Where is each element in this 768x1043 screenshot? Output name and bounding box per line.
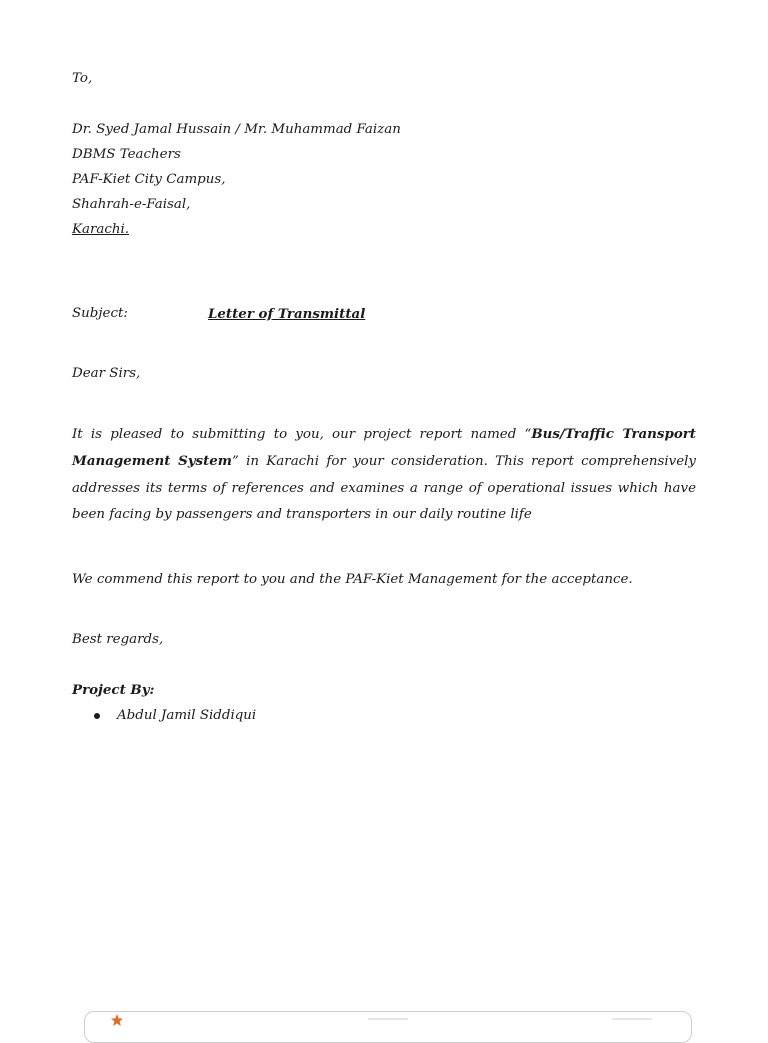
subject-label: Subject: (72, 306, 128, 321)
recipient-street: Shahrah-e-Faisal, (72, 197, 191, 212)
body-paragraph (72, 421, 696, 529)
project-name: Bus/Traffic Transport Management System (72, 426, 696, 470)
list-item (72, 707, 256, 725)
body-rest: ” in Karachi for your consideration. This report comprehensively addresses its terms of references and examines a range of operational issues which have been facing by passengers and transporters in our daily routine life (72, 454, 696, 523)
closing: Best regards, (72, 632, 164, 647)
logo-star-icon (110, 1013, 124, 1027)
bullet-icon (94, 713, 100, 719)
recipient-city: Karachi. (72, 222, 130, 237)
recipient-campus: PAF-Kiet City Campus, (72, 172, 226, 187)
subject-title: Letter of Transmittal (208, 306, 366, 322)
member-name: Abdul Jamil Siddiqui (117, 708, 257, 723)
footer-divider (368, 1018, 408, 1020)
footer-divider (612, 1018, 652, 1020)
member-list (72, 707, 256, 725)
greeting: Dear Sirs, (72, 366, 141, 381)
body-intro: It is pleased to submitting to you, our project report named “ (72, 427, 532, 442)
footer-border (84, 1011, 692, 1043)
project-by-label: Project By: (72, 682, 155, 698)
recipient-names: Dr. Syed Jamal Hussain / Mr. Muhammad Faizan (72, 122, 401, 137)
salutation-to: To, (72, 71, 93, 86)
commendation: We commend this report to you and the PAF-Kiet Management for the acceptance. (72, 572, 633, 587)
recipient-title: DBMS Teachers (72, 147, 181, 162)
